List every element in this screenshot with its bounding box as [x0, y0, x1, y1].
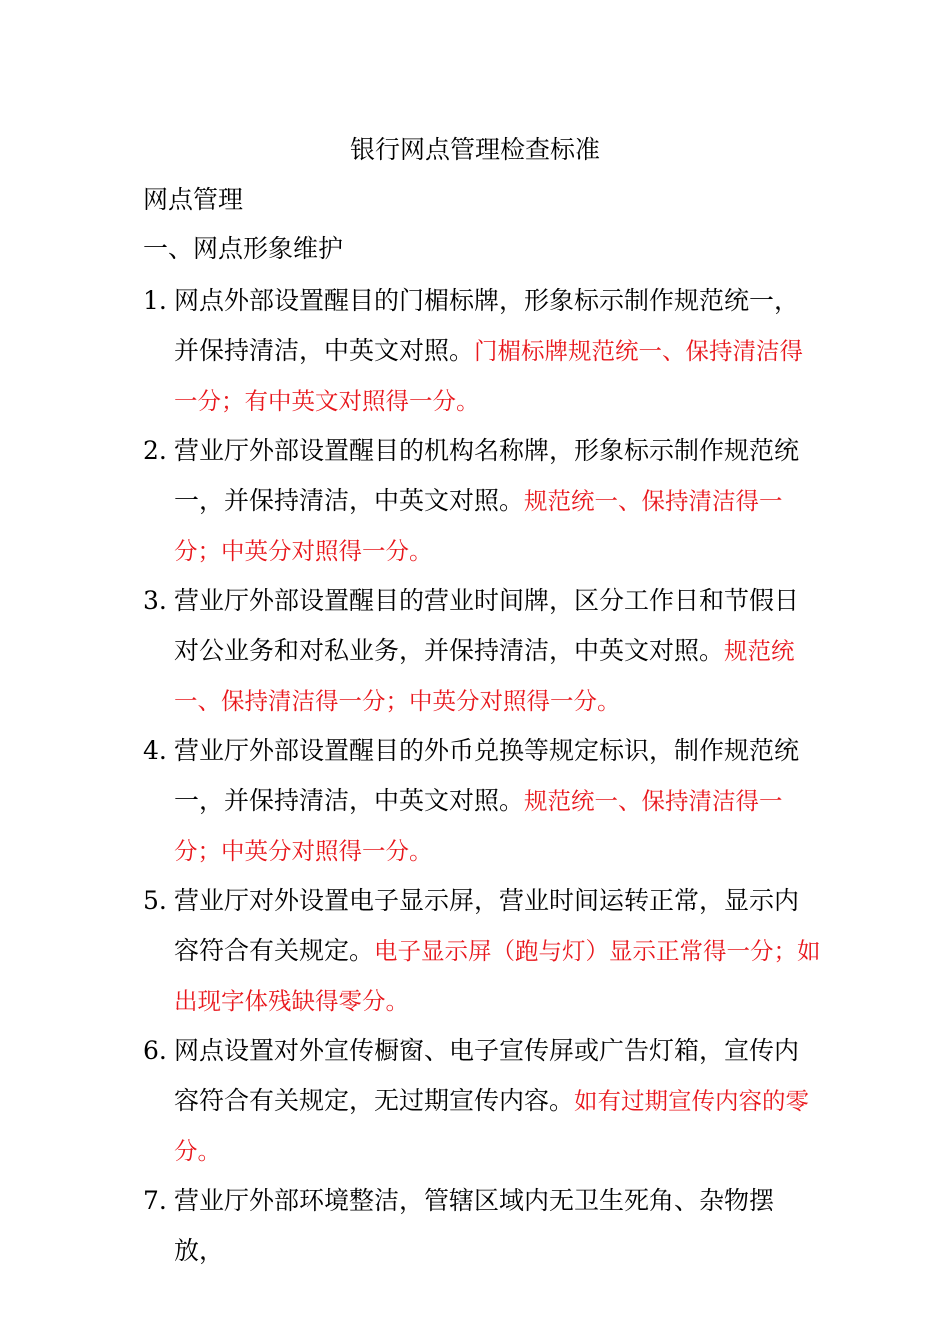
item-text: 营业厅外部环境整洁，管辖区域内无卫生死角、杂物摆放， — [174, 1186, 775, 1265]
item-text: 营业厅对外设置电子显示屏，营业时间运转正常，显示内容符合有关规定。 — [174, 886, 800, 965]
list-item — [143, 276, 823, 426]
section-heading: 网点管理 — [143, 185, 244, 214]
item-text: 网点设置对外宣传橱窗、电子宣传屏或广告灯箱，宣传内容符合有关规定，无过期宣传内容。 — [174, 1036, 800, 1115]
list-item — [143, 576, 823, 726]
item-number: 5. — [143, 886, 167, 915]
scoring-note: 电子显示屏（跑与灯）显示正常得一分；如出现字体残缺得零分。 — [174, 937, 821, 1015]
list-item — [143, 1176, 823, 1276]
list-item — [143, 1026, 823, 1176]
item-number: 2. — [143, 436, 167, 465]
subsection-heading: 一、网点形象维护 — [143, 234, 344, 263]
scoring-note: 如有过期宣传内容的零分。 — [174, 1087, 810, 1165]
scoring-note: 规范统一、保持清洁得一分；中英分对照得一分。 — [174, 487, 783, 565]
list-item — [143, 426, 823, 576]
list-item — [143, 726, 823, 876]
scoring-note: 门楣标牌规范统一、保持清洁得一分；有中英文对照得一分。 — [174, 337, 804, 415]
scoring-note: 规范统一、保持清洁得一分；中英分对照得一分。 — [174, 787, 783, 865]
item-text: 营业厅外部设置醒目的营业时间牌，区分工作日和节假日对公业务和对私业务，并保持清洁，中英文对照。 — [174, 586, 800, 665]
item-text: 营业厅外部设置醒目的外币兑换等规定标识，制作规范统一，并保持清洁，中英文对照。 — [174, 736, 800, 815]
item-number: 7. — [143, 1186, 167, 1215]
standards-list — [143, 276, 823, 1276]
item-number: 1. — [143, 286, 167, 315]
item-text: 网点外部设置醒目的门楣标牌，形象标示制作规范统一，并保持清洁，中英文对照。 — [174, 286, 800, 365]
item-number: 3. — [143, 586, 167, 615]
document-title: 银行网点管理检查标准 — [349, 135, 600, 164]
scoring-note: 规范统一、保持清洁得一分；中英分对照得一分。 — [174, 637, 795, 715]
list-item — [143, 876, 823, 1026]
item-text: 营业厅外部设置醒目的机构名称牌，形象标示制作规范统一，并保持清洁，中英文对照。 — [174, 436, 800, 515]
item-number: 4. — [143, 736, 167, 765]
item-number: 6. — [143, 1036, 167, 1065]
